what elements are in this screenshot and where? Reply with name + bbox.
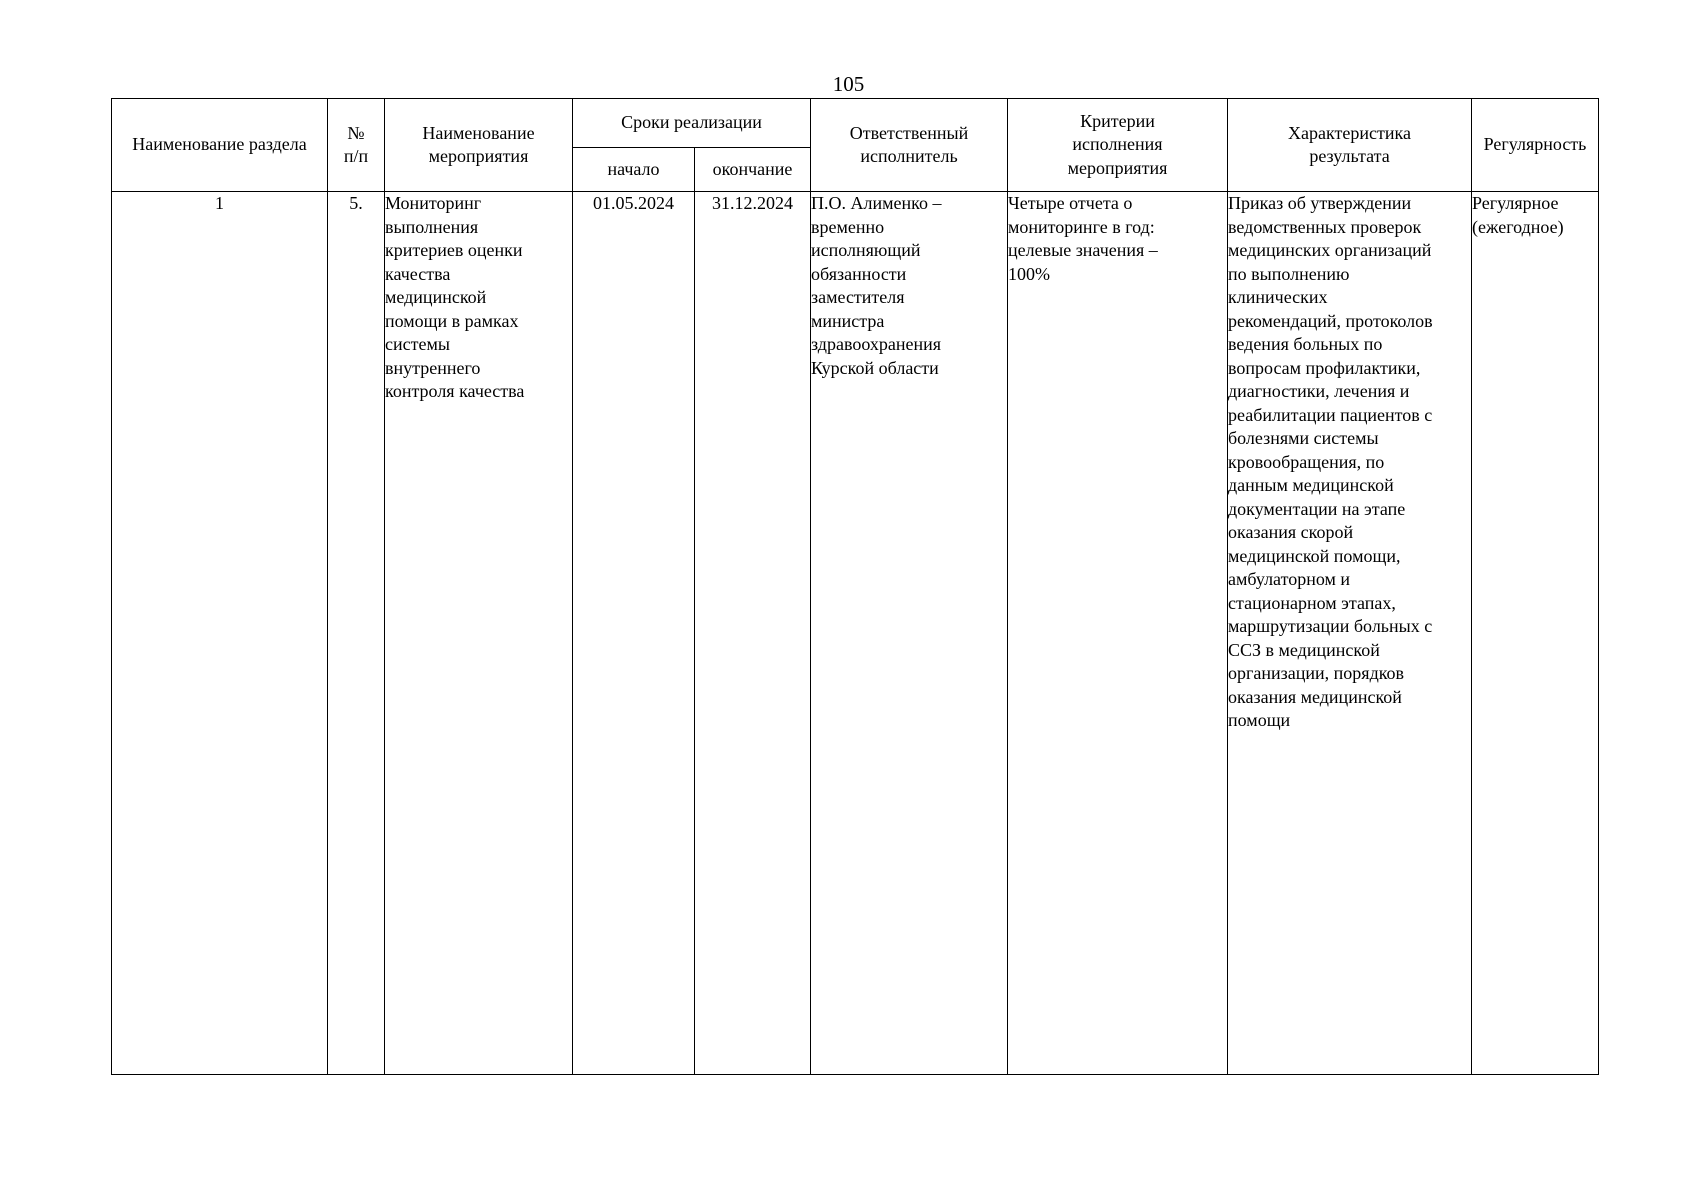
cell-section: 1 bbox=[112, 192, 328, 1075]
header-responsible: Ответственный исполнитель bbox=[811, 99, 1008, 192]
header-event-name: Наименование мероприятия bbox=[385, 99, 573, 192]
cell-responsible: П.О. Алименко – временно исполняющий обязанности заместителя министра здравоохранения Курской области bbox=[811, 192, 1008, 1075]
cell-start-date: 01.05.2024 bbox=[573, 192, 695, 1075]
header-row bbox=[112, 99, 1599, 148]
table-row bbox=[112, 192, 1599, 1075]
page-number: 105 bbox=[832, 72, 865, 96]
cell-result: Приказ об утверждении ведомственных проверок медицинских организаций по выполнению клинических рекомендаций, протоколов ведения больных по вопросам профилактики, диагностики, лечения и реабилитации пациентов с болезнями системы кровообращения, по данным медицинской документации на этапе оказания скорой медицинской помощи, амбулаторном и стационарном этапах, маршрутизации больных с ССЗ в медицинской организации, порядков оказания медицинской помощи bbox=[1228, 192, 1472, 1075]
header-section-name: Наименование раздела bbox=[112, 99, 328, 192]
cell-number: 5. bbox=[328, 192, 385, 1075]
header-regularity: Регулярность bbox=[1472, 99, 1599, 192]
header-timeframe: Сроки реализации bbox=[573, 99, 811, 148]
cell-event: Мониторинг выполнения критериев оценки качества медицинской помощи в рамках системы внутреннего контроля качества bbox=[385, 192, 573, 1075]
action-plan-table bbox=[111, 98, 1599, 1075]
cell-end-date: 31.12.2024 bbox=[695, 192, 811, 1075]
header-result: Характеристика результата bbox=[1228, 99, 1472, 192]
header-criteria: Критерии исполнения мероприятия bbox=[1008, 99, 1228, 192]
header-number: № п/п bbox=[328, 99, 385, 192]
cell-regularity: Регулярное (ежегодное) bbox=[1472, 192, 1599, 1075]
header-end: окончание bbox=[695, 148, 811, 192]
header-start: начало bbox=[573, 148, 695, 192]
cell-criteria: Четыре отчета о мониторинге в год: целевые значения – 100% bbox=[1008, 192, 1228, 1075]
